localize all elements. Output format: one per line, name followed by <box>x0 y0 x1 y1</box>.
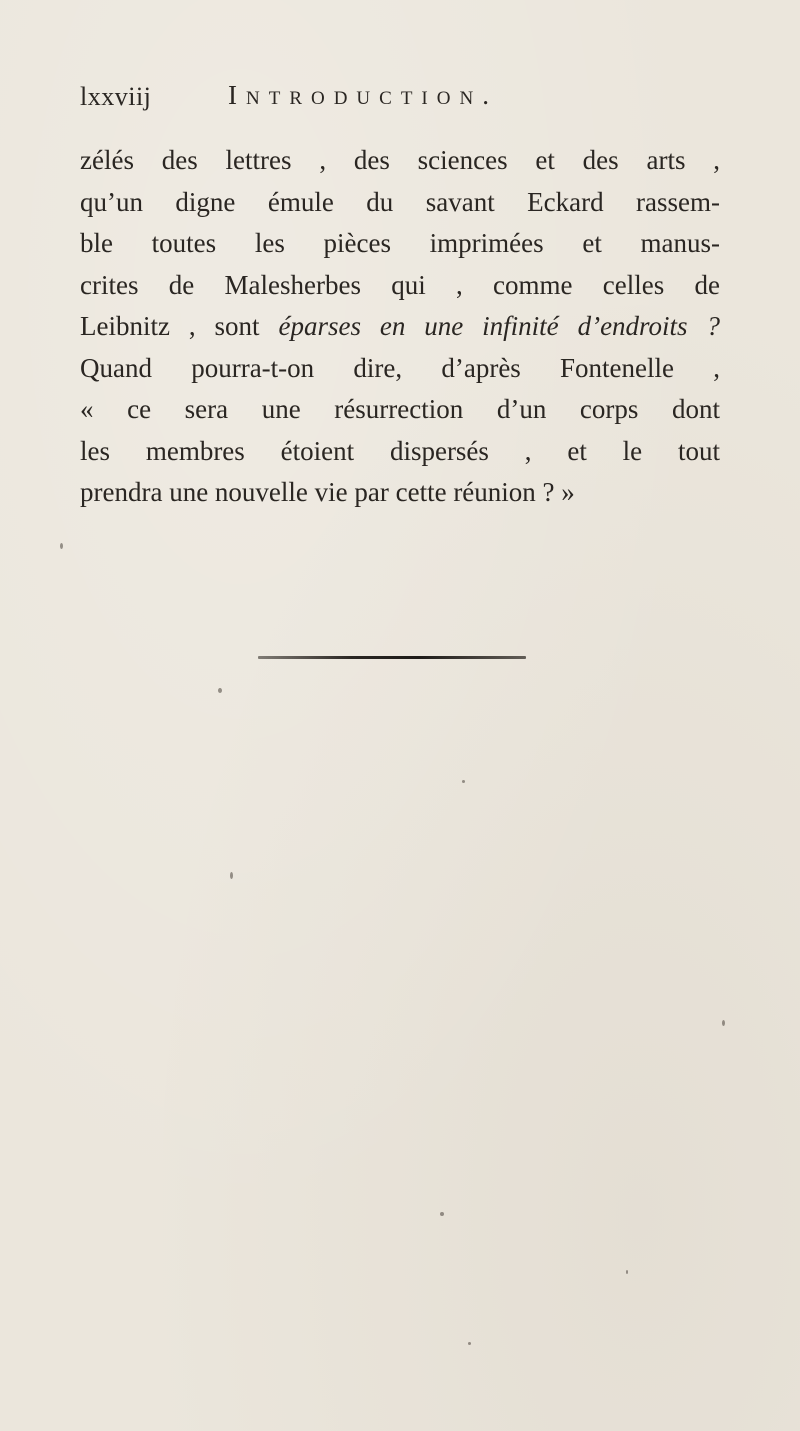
paper-speck <box>218 688 222 693</box>
page-header <box>80 78 720 118</box>
page-number: lxxviij <box>80 82 152 111</box>
running-title: Introduction. <box>228 80 498 110</box>
text-roman: Leibnitz , sont <box>80 311 279 341</box>
text-line: les membres étoient dispersés , et le tout <box>80 435 720 466</box>
text-line: zélés des lettres , des sciences et des arts , <box>80 145 720 175</box>
text-line: qu’un digne émule du savant Eckard rassem- <box>80 186 720 217</box>
text-line: « ce sera une résurrection d’un corps dont <box>80 394 720 424</box>
text-line <box>80 306 720 348</box>
paper-speck <box>60 543 63 549</box>
paper-speck <box>722 1020 725 1026</box>
text-line: Quand pourra-t-on dire, d’après Fontenelle , <box>80 352 720 383</box>
paper-speck <box>230 872 233 879</box>
text-line: prendra une nouvelle vie par cette réunion ? » <box>80 477 575 507</box>
paper-speck <box>462 780 465 783</box>
section-divider-rule <box>258 656 526 659</box>
paper-speck <box>626 1270 628 1274</box>
text-italic: éparses en une infinité d’endroits ? <box>278 311 720 341</box>
text-line: crites de Malesherbes qui , comme celles de <box>80 269 720 300</box>
text-line: ble toutes les pièces imprimées et manus- <box>80 228 720 258</box>
paper-speck <box>440 1212 444 1216</box>
paper-speck <box>468 1342 471 1345</box>
body-paragraph <box>80 140 720 514</box>
